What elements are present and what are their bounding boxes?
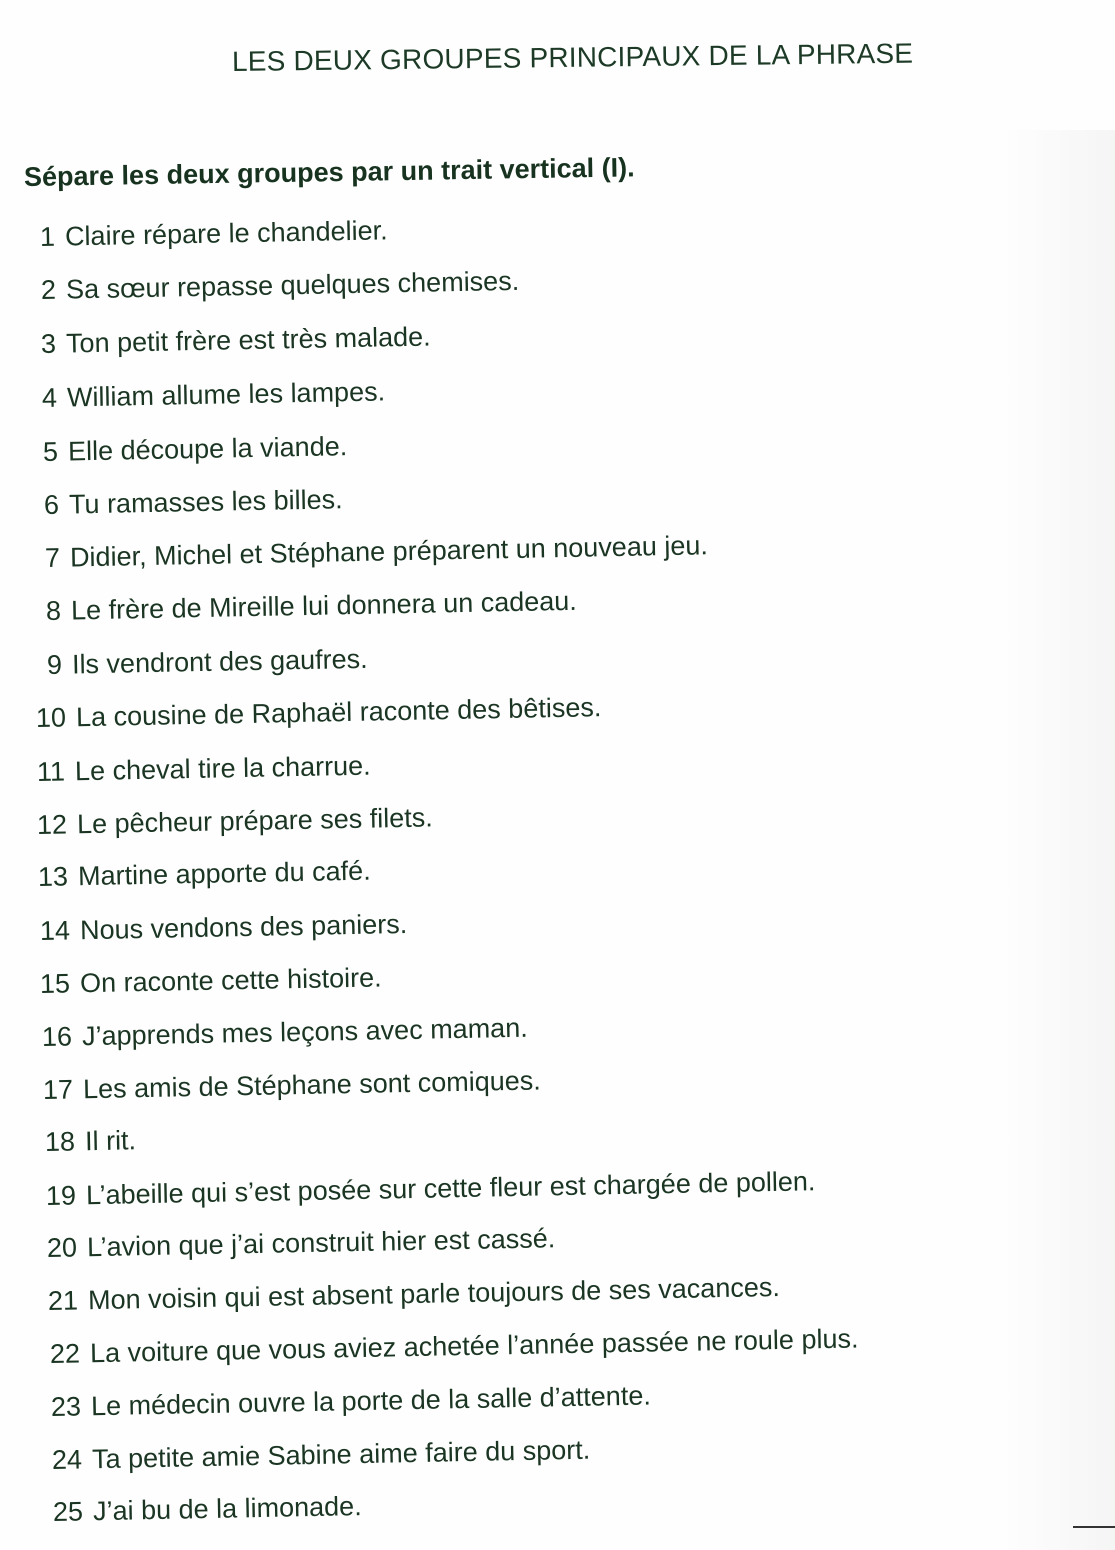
sentence-text: Tu ramasses les billes. [68,484,343,520]
sentence-item [45,530,708,574]
sentence-text: Sa sœur repasse quelques chemises. [65,265,520,305]
sentence-number: 15 [39,968,71,999]
sentence-number: 24 [51,1444,83,1475]
sentence-text: Le frère de Mireille lui donnera un cadeau. [70,585,578,626]
sentence-item [45,1125,137,1158]
sentence-item [42,1013,528,1053]
sentence-text: Ils vendront des gaufres. [71,643,368,680]
sentence-item [46,1166,816,1212]
corner-mark [1073,1526,1115,1528]
sentence-number: 7 [44,542,61,573]
sentence-item [43,1065,541,1106]
sentence-item [36,692,602,734]
sentence-item [51,1380,651,1423]
sentence-text: Mon voisin qui est absent parle toujours de ses vacances. [87,1271,781,1316]
sentence-number: 13 [37,861,69,892]
sentence-number: 17 [42,1074,74,1105]
exercise-instruction: Sépare les deux groupes par un trait vertical (I). [23,152,635,192]
sentence-item [42,376,386,414]
sentence-number: 11 [36,756,66,787]
sentence-number: 8 [45,595,62,626]
sentence-text: Le médecin ouvre la porte de la salle d’attente. [90,1380,652,1422]
sentence-text: Claire répare le chandelier. [64,215,388,252]
sentence-text: Les amis de Stéphane sont comiques. [82,1065,542,1105]
sentence-text: Nous vendons des paniers. [79,908,408,946]
sentence-number: 1 [39,221,56,252]
sentence-number: 3 [40,328,57,359]
sentence-number: 21 [47,1285,79,1316]
sentence-number: 22 [49,1338,81,1369]
sentence-number: 10 [35,702,67,733]
sentence-number: 9 [46,649,63,680]
sentence-item [47,644,368,681]
sentence-text: L’avion que j’ai construit hier est cassé. [86,1223,556,1263]
sentence-text: J’ai bu de la limonade. [92,1491,362,1527]
sentence-item [40,962,382,1000]
sentence-item [47,1223,556,1264]
sentence-number: 4 [41,382,58,413]
sentence-number: 25 [52,1496,84,1527]
sentence-number: 14 [39,915,71,946]
sentence-number: 5 [42,436,59,467]
sentence-number: 16 [41,1021,73,1052]
sentence-item [40,909,408,947]
sentence-item [37,751,371,788]
sentence-number: 19 [45,1180,77,1211]
sentence-text: On raconte cette histoire. [79,962,382,999]
sentence-item [41,266,520,306]
sentence-number: 6 [43,489,60,520]
sentence-item [53,1491,362,1528]
sentence-text: Ton petit frère est très malade. [65,321,431,359]
sentence-number: 2 [40,274,57,305]
sentence-item [50,1323,859,1370]
sentence-item [44,484,343,521]
sentence-item [41,322,431,360]
sentence-text: Il rit. [84,1125,137,1157]
sentence-text: La voiture que vous aviez achetée l’année passée ne roule plus. [89,1323,859,1369]
sentence-item [40,215,388,253]
sentence-number: 18 [44,1126,76,1157]
sentence-text: Le cheval tire la charrue. [74,750,371,787]
sentence-number: 23 [50,1391,82,1422]
sentence-text: L’abeille qui s’est posée sur cette fleur est chargée de pollen. [85,1166,816,1211]
sentence-text: Ta petite amie Sabine aime faire du sport. [91,1434,591,1475]
sentence-item [37,802,433,841]
sentence-text: J’apprends mes leçons avec maman. [81,1012,528,1052]
sentence-text: Didier, Michel et Stéphane préparent un nouveau jeu. [69,530,709,573]
page-title: LES DEUX GROUPES PRINCIPAUX DE LA PHRASE [231,37,914,77]
sentence-text: Elle découpe la viande. [67,431,348,467]
sentence-text: Le pêcheur prépare ses filets. [76,802,433,840]
sentence-number: 12 [36,809,68,840]
sentence-text: Martine apporte du café. [77,855,371,892]
sentence-number: 20 [46,1232,78,1263]
sentence-item [48,1272,780,1317]
sentence-item [46,586,577,627]
sentence-text: William allume les lampes. [66,376,386,413]
sentence-text: La cousine de Raphaël raconte des bêtises. [75,692,602,733]
sentence-item [52,1435,591,1476]
sentence-item [38,856,371,893]
sentence-item [43,431,348,468]
